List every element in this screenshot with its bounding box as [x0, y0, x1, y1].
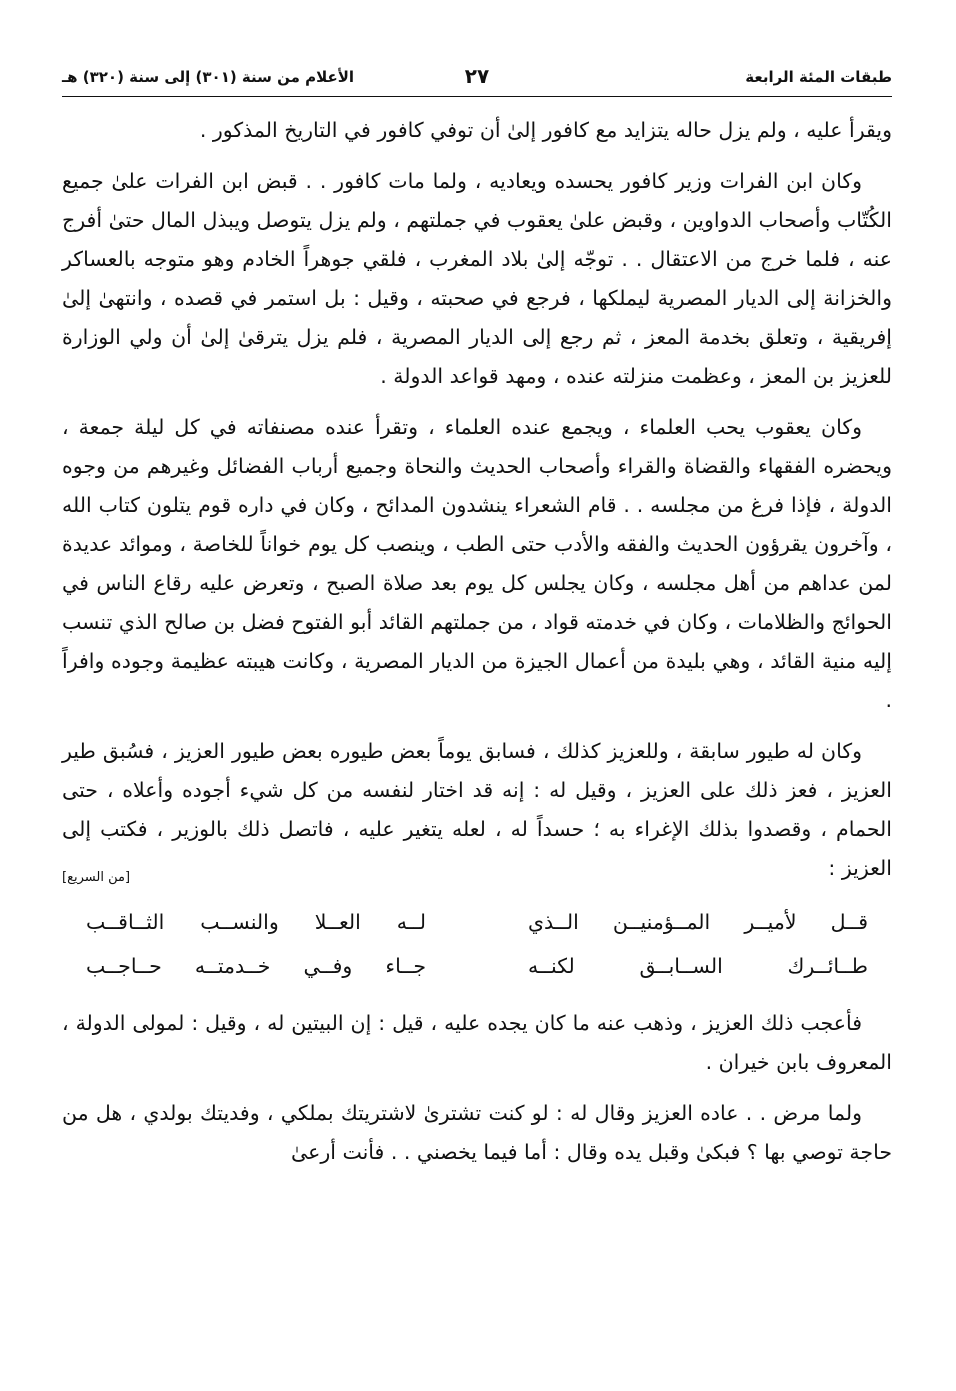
- verse-2-first-hemistich: طــائــرك الســابــق لكنــه: [528, 954, 868, 978]
- paragraph-1: ويقرأ عليه ، ولم يزل حاله يتزايد مع كافور إلىٰ أن توفي كافور في التاريخ المذكور .: [199, 118, 892, 142]
- page-number: ٢٧: [464, 64, 490, 88]
- verse-1: [62, 900, 892, 944]
- header-book-title: طبقات المئة الرابعة: [745, 68, 892, 86]
- poem: [62, 900, 892, 988]
- verse-2-second-hemistich: جــاء وفــي خــدمتــه حــاجــب: [86, 954, 426, 978]
- paragraph-5: فأعجب ذلك العزيز ، وذهب عنه ما كان يجده عليه ، قيل : إن البيتين له ، وقيل : لمولى الدولة ، المعروف بابن خيران .: [62, 1011, 892, 1074]
- book-page: [62, 62, 892, 1372]
- paragraph-6: ولما مرض . . عاده العزيز وقال له : لو كنت تشترىٰ لاشتريتك بملكي ، وفديتك بولدي ، هل من حاجة توصي بها ؟ فبكىٰ وقبل يده وقال : أما فيما يخصني . . فأنت أرعىٰ: [62, 1101, 892, 1164]
- paragraph-3: وكان يعقوب يحب العلماء ، ويجمع عنده العلماء ، وتقرأ عنده مصنفاته في كل ليلة جمعة ، ويحضره الفقهاء والقضاة والقراء وأصحاب الحديث والنحاة وجميع أرباب الفضائل وغيرهم من وجوه الدولة ، فإذا فرغ من مجلسه . . قام الشعراء ينشدون المدائح ، وكان في داره قوم يتلون كتاب الله ، وآخرون يقرؤون الحديث والفقه والأدب حتى الطب ، وينصب كل يوم خواناً للخاصة ، وموائد عديدة لمن عداهم من أهل مجلسه ، وكان يجلس كل يوم بعد صلاة الصبح ، وتعرض عليه رقاع الناس في الحوائج والظلامات ، وكان في خدمته قواد ، من جملتهم القائد أبو الفتوح فضل بن صالح الذي تنسب إليه منية القائد ، وهي بليدة من أعمال الجيزة من الديار المصرية ، وكانت هيبته عظيمة وجوده وافراً .: [62, 415, 892, 712]
- running-header: [62, 62, 892, 97]
- poetic-meter-label: [من السريع]: [62, 870, 131, 885]
- paragraph-2: وكان ابن الفرات وزير كافور يحسده ويعاديه ، ولما مات كافور . . قبض ابن الفرات علىٰ جميع الكُتّاب وأصحاب الدواوين ، وقبض علىٰ يعقوب في جملتهم ، ولم يزل يتوصل ويبذل المال حتىٰ أفرج عنه ، فلما خرج من الاعتقال . . توجّه إلىٰ بلاد المغرب ، فلقي جوهراً الخادم وهو متوجه بالعساكر والخزانة إلى الديار المصرية ليملكها ، فرجع في صحبته ، وقيل : بل استمر في قصده ، وانتهىٰ إلىٰ إفريقية ، وتعلق بخدمة المعز ، ثم رجع إلى الديار المصرية ، فلم يزل يترقىٰ إلىٰ أن ولي الوزارة للعزيز بن المعز ، وعظمت منزلته عنده ، ومهد قواعد الدولة .: [62, 169, 892, 388]
- header-section-title: الأعلام من سنة (٣٠١) إلى سنة (٣٢٠) هـ: [62, 68, 355, 86]
- verse-1-first-hemistich: قــل لأميــر المــؤمنيــن الــذي: [528, 910, 868, 934]
- paragraph-4: وكان له طيور سابقة ، وللعزيز كذلك ، فسابق يوماً بعض طيوره بعض طيور العزيز ، فسُبق طير العزيز ، فعز ذلك على العزيز ، وقيل له : إنه قد اختار لنفسه من كل شيء أجوده وأعلاه ، حتى الحمام ، وقصدوا بذلك الإغراء به ؛ حسداً له ، لعله يتغير عليه ، فاتصل ذلك بالوزير ، فكتب إلى العزيز :: [62, 739, 892, 880]
- body-text: [62, 111, 892, 1172]
- verse-1-second-hemistich: لــه العــلا والنســب الثــاقــب: [86, 910, 426, 934]
- verse-2: [62, 944, 892, 988]
